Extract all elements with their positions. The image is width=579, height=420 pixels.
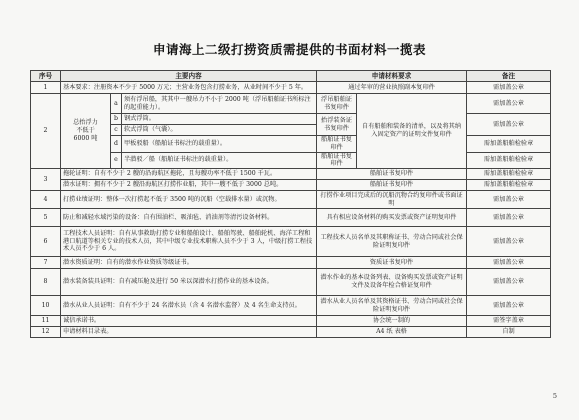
group-label-cell [61, 94, 111, 169]
table-row [31, 82, 551, 94]
table-row [31, 169, 551, 180]
row-main: 拖轮证明：自有不少于 2 艘的沿海航区拖轮，且每艘功率不低于 1500 千瓦。 [61, 169, 317, 180]
row-main: 潜水装备装具证明：自有减压舱及进行 50 米以深潜水打捞作业的基本设备。 [61, 269, 317, 296]
row-req: 船舶证书复印件 [317, 169, 467, 180]
row-req: 通过年审的营业执照副本复印件 [317, 82, 467, 94]
row-no: 7 [31, 257, 61, 269]
row-main: 工程技术人员证明：自有从事救助打捞专业和船舶设计、船舶驾驶、船舶轮机、海洋工程和港口航道等相关专业的技术人员，其中中级专业技术职称人员不少于 3 人，中级打捞工程技术人员不少于 6 人。 [61, 227, 317, 257]
table-row [31, 257, 551, 269]
row-no: 1 [31, 82, 61, 94]
row-req: 具有相应设备材料的购买发票或资产证明复印件 [317, 209, 467, 227]
row-no: 5 [31, 209, 61, 227]
row-req: A4 纸 表格 [317, 327, 467, 338]
row-no: 4 [31, 191, 61, 209]
header-no: 序号 [31, 71, 61, 82]
row-no: 3 [31, 169, 61, 191]
row-no: 12 [31, 327, 61, 338]
row-note: 需加盖公章 [467, 209, 551, 227]
sub-mark: b [111, 114, 122, 125]
row-main: 申请材料目录表。 [61, 327, 317, 338]
table-row [31, 269, 551, 296]
row-main: 诚信承诺书。 [61, 316, 317, 327]
sub-mark: d [111, 136, 122, 153]
row-req: 船舶证书复印件 [317, 180, 467, 191]
sub-text: 须有浮吊船，其其中一艘吊力不小于 2000 吨（浮吊船舶证书所标注的起重能力）。 [122, 94, 317, 114]
row-note: 自制 [467, 327, 551, 338]
row-req: 潜水作业的基本设备列表、设备购买发票或资产证明文件及设备年检合格证复印件 [317, 269, 467, 296]
sub-req: 浮吊船舶证书复印件 [317, 94, 357, 114]
sub-mark: a [111, 94, 122, 114]
row-note: 需加盖船舶检验章 [467, 180, 551, 191]
sub-req: 船舶证书复印件 [317, 136, 357, 153]
table-header-row [31, 71, 551, 82]
sub-note: 需加盖船舶检验章 [467, 136, 551, 153]
table-row [31, 209, 551, 227]
row-note: 需签字盖章 [467, 316, 551, 327]
row-main: 打捞业绩证明：整体一次打捞起不低于 3500 吨的沉船（空载排水量）或沉物。 [61, 191, 317, 209]
header-req: 申请材料要求 [317, 71, 467, 82]
sub-req: 船舶证书复印件 [317, 152, 357, 169]
group-label-line-1: 总抬浮力 [73, 119, 98, 127]
row-req: 潜水从业人员名单及其资格证书、劳动合同或社会保险证明复印件 [317, 296, 467, 316]
materials-table [30, 70, 551, 338]
row-no: 11 [31, 316, 61, 327]
row-no: 10 [31, 296, 61, 316]
table-row [31, 180, 551, 191]
header-main: 主要内容 [61, 71, 317, 82]
table-row [31, 316, 551, 327]
row-note: 需加盖公章 [467, 296, 551, 316]
group-label-line-3: 6000 吨 [73, 134, 98, 142]
row-main: 基本要求：注册资本不少于 5000 万元；主营业务包含打捞业务，从业时间不少于 5 年。 [61, 82, 317, 94]
row-note: 需加盖公章 [467, 269, 551, 296]
sub-mark: c [111, 125, 122, 136]
row-main: 防止和减轻水域污染的设备：自有围油栏、吸油毡、消油剂等清污设备材料。 [61, 209, 317, 227]
row-no: 2 [31, 94, 61, 169]
sub-text: 软式浮筒（气囊）。 [122, 125, 317, 136]
sub-text: 钢式浮筒。 [122, 114, 317, 125]
row-no: 6 [31, 227, 61, 257]
sub-note: 需加盖公章 [467, 114, 551, 136]
sub-req: 抬浮装备证书复印件 [317, 114, 357, 136]
group-label-line-2: 不低于 [76, 127, 95, 135]
sub-note: 需加盖船舶检验章 [467, 152, 551, 169]
row-req: 工程技术人员名单及其职称证书、劳动合同或社会保险证明复印件 [317, 227, 467, 257]
table-row [31, 227, 551, 257]
sub-mark: e [111, 152, 122, 169]
page-number: 5 [552, 392, 557, 400]
document-title: 申请海上二级打捞资质需提供的书面材料一揽表 [152, 42, 426, 57]
table-row [31, 94, 551, 114]
row-note: 需加盖公章 [467, 227, 551, 257]
group-req: 自有船舶和装备的清单，以及将其纳入固定资产的证明文件复印件 [357, 94, 467, 169]
table-row [31, 191, 551, 209]
sub-text: 半潜驳／船（船舶证书标注的载重量）。 [122, 152, 317, 169]
row-main: 潜水从业人员证明：自有不少于 24 名潜水员（含 4 名潜水监督）及 4 名生命支持员。 [61, 296, 317, 316]
row-main: 潜水证明：拥有不少于 2 艘沿海航区打捞作业船，其中一艘不低于 3000 总吨。 [61, 180, 317, 191]
row-req: 打捞作业项目完成后的沉船沉物合约复印件或书面证明 [317, 191, 467, 209]
table-row [31, 327, 551, 338]
sub-note: 需加盖公章 [467, 94, 551, 114]
row-main: 潜水资质证明：自有的潜水作业资质等级证书。 [61, 257, 317, 269]
table-row [31, 296, 551, 316]
row-note: 需加盖公章 [467, 257, 551, 269]
row-req: 协会统一制的 [317, 316, 467, 327]
row-note: 需加盖公章 [467, 191, 551, 209]
row-req: 资质证书复印件 [317, 257, 467, 269]
row-no: 8 [31, 269, 61, 296]
header-note: 备注 [467, 71, 551, 82]
sub-text: 甲板驳船（船舶证书标注的载重量）。 [122, 136, 317, 153]
row-note: 需加盖公章 [467, 82, 551, 94]
row-note: 需加盖船舶检验章 [467, 169, 551, 180]
